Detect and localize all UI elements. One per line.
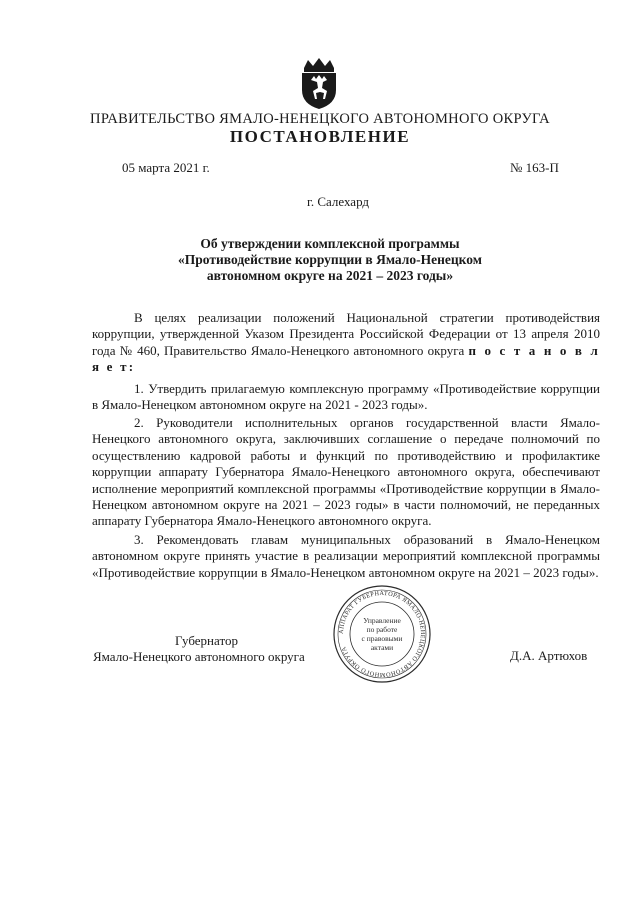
signatory-title — [93, 633, 333, 665]
document-title — [150, 236, 510, 284]
decree-item-2: 2. Руководители исполнительных органов государственной власти Ямало-Ненецкого автономного округа, заключивших соглашение о передаче полномочий по осуществлению кадровой работы и функций по противодействию и профилактике коррупции аппарату Губернатора Ямало-Ненецкого автономного округа, обеспечивают исполнение мероприятий комплексной программы «Противодействие коррупции в Ямало-Ненецком автономном округе на 2021 – 2023 годы» в части полномочий, не переданных аппарату Губернатора Ямало-Ненецкого автономного округа. — [92, 415, 600, 529]
signatory-title-line: Ямало-Ненецкого автономного округа — [93, 649, 305, 664]
coat-of-arms-icon — [296, 58, 342, 110]
decree-item-1: 1. Утвердить прилагаемую комплексную программу «Противодействие коррупции в Ямало-Ненецком автономном округе на 2021 - 2023 годы». — [92, 381, 600, 413]
stamp-line: по работе — [366, 625, 398, 634]
stamp-ring-text: АППАРАТ ГУБЕРНАТОРА ЯМАЛО-НЕНЕЦКОГО АВТОНОМНОГО ОКРУГА — [337, 589, 427, 679]
stamp-line: Управление — [363, 616, 401, 625]
document-date: 05 марта 2021 г. — [122, 160, 210, 175]
document-type: ПОСТАНОВЛЕНИЕ — [229, 127, 411, 146]
decree-item-3: 3. Рекомендовать главам муниципальных образований в Ямало-Ненецком автономном округе принять участие в реализации мероприятий комплексной программы «Противодействие коррупции в Ямало-Ненецком автономном округе на 2021 – 2023 годы». — [92, 532, 600, 580]
preamble-decree-word: п о с т а н о в л я е т: — [92, 342, 600, 375]
stamp-line: с правовыми — [361, 634, 403, 643]
preamble-paragraph — [92, 310, 600, 376]
title-line: автономном округе на 2021 – 2023 годы» — [206, 268, 454, 283]
document-number: № 163-П — [510, 160, 559, 175]
preamble-text: В целях реализации положений Национальной стратегии противодействия коррупции, утвержденной Указом Президента Российской Федерации от 13 апреля 2010 года № 460, Правительство Ямало-Ненецкого автономного округа — [92, 310, 600, 358]
government-name: ПРАВИТЕЛЬСТВО ЯМАЛО-НЕНЕЦКОГО АВТОНОМНОГО ОКРУГА — [90, 111, 550, 127]
signatory-name: Д.А. Артюхов — [510, 648, 588, 663]
document-city: г. Салехард — [306, 194, 370, 209]
signatory-title-line: Губернатор — [175, 633, 238, 648]
official-stamp — [332, 584, 432, 684]
stamp-line: актами — [370, 643, 394, 652]
title-line: Об утверждении комплексной программы — [200, 236, 460, 251]
title-line: «Противодействие коррупции в Ямало-Ненецком — [178, 252, 482, 267]
